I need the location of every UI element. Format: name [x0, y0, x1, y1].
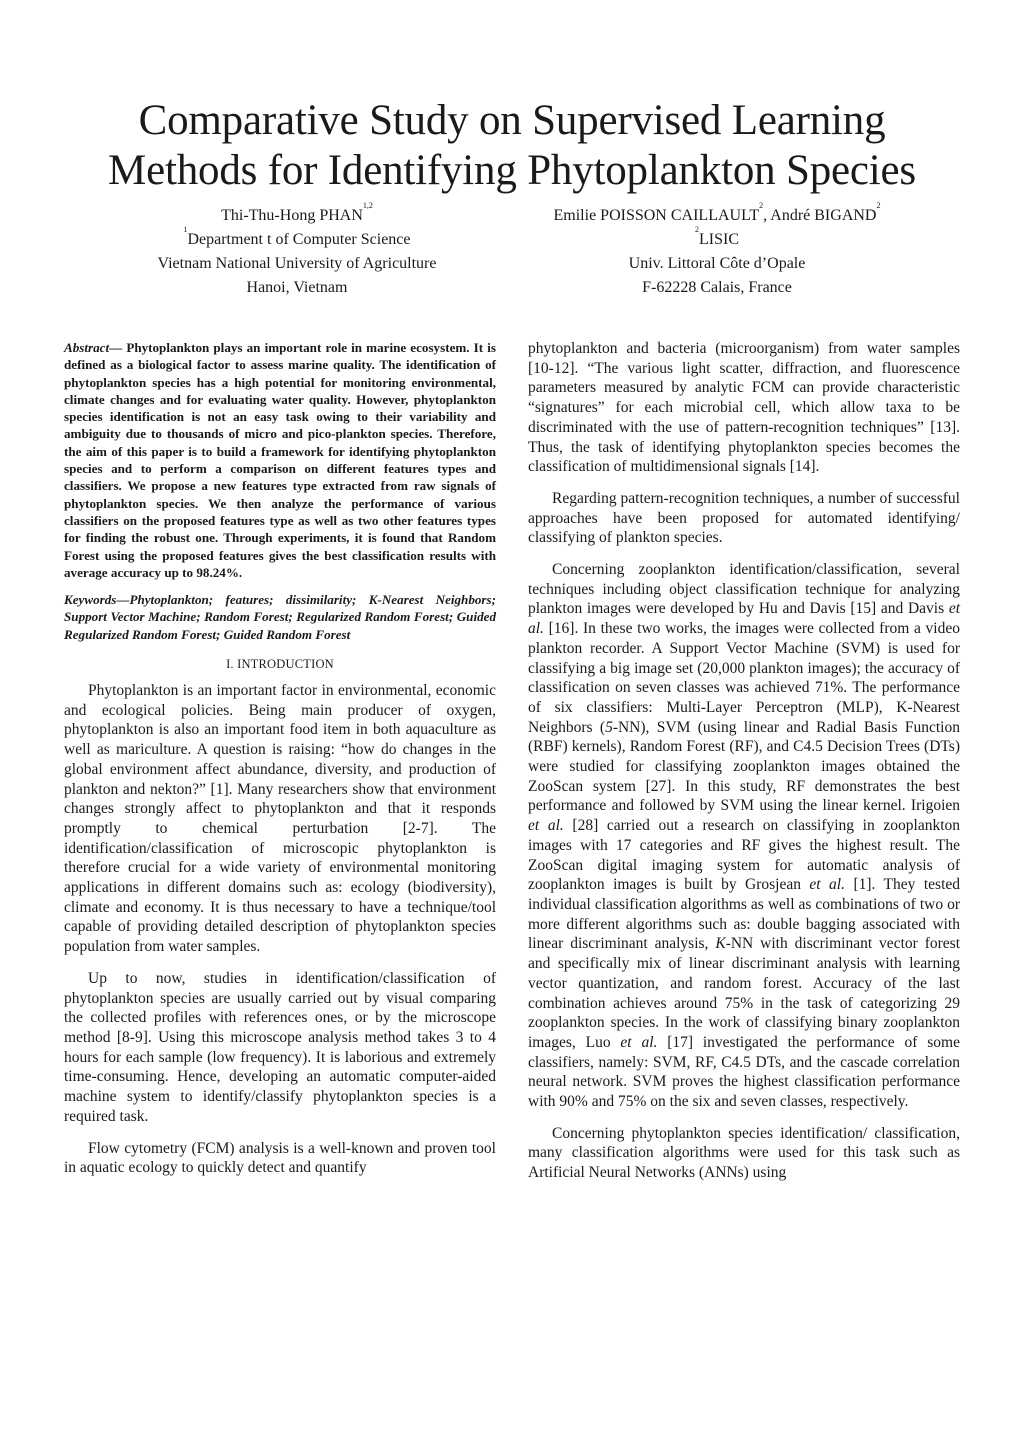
abstract-label: Abstract: [64, 340, 110, 355]
author-name-left: Thi-Thu-Hong PHAN$^{1,2}$: [221, 201, 373, 224]
author-block-left: [82, 201, 512, 300]
right-paragraph-2: Regarding pattern-recognition techniques, a number of successful approaches have been proposed for automated identifying/ classifying of plankton species.: [528, 489, 960, 547]
keywords-label: Keywords: [64, 592, 117, 608]
intro-paragraph-1: Phytoplankton is an important factor in environmental, economic and ecological policies. Being main producer of oxygen, phytoplankton is also an important food item in both aquaculture as well as mariculture. A question is raising: “how do changes in the global environment affect abundance, diversity, and production of plankton and nekton?” [1]. Many researchers show that environment changes strongly affect to phytoplankton and that it responds promptly to chemical perturbation [2-7]. The identification/classification of microscopic phytoplankton is therefore crucial for a wide variety of environmental monitoring applications in different domains such as: ecology (biodiversity), climate and economy. It is thus necessary to have a technique/tool capable of providing detailed description of phytoplankton species population from water samples.: [64, 682, 496, 956]
title-line-2: Methods for Identifying Phytoplankton Species: [108, 147, 916, 194]
right-paragraph-4: Concerning phytoplankton species identification/ classification, many classification algorithms were used for this task such as Artificial Neural Networks (ANNs) using: [528, 1124, 960, 1182]
author-dept-left: $^1$Department t of Computer Science: [183, 225, 411, 248]
intro-paragraph-3: Flow cytometry (FCM) analysis is a well-known and proven tool in aquatic ecology to quickly detect and quantify: [64, 1139, 496, 1177]
author-affiliation-left: Vietnam National University of Agriculture: [157, 255, 437, 272]
title-line-1: Comparative Study on Supervised Learning: [138, 97, 886, 144]
intro-paragraph-2: Up to now, studies in identification/classification of phytoplankton species are usually carried out by visual comparing the collected profiles with references ones, or by the microscope method [8-9]. Using this microscope analysis method takes 3 to 4 hours for each sample (low frequency). It is laborious and extremely time-consuming. Hence, developing an automatic computer-aided machine system to identify/classify phytoplankton species is a required task.: [64, 969, 496, 1125]
left-column: [64, 339, 496, 1190]
author-names-right: Emilie POISSON CAILLAULT$^2$, André BIGAND$^2$: [553, 201, 881, 224]
paper-title: [40, 96, 984, 196]
abstract: [64, 339, 496, 581]
keywords-text: —Phytoplankton; features; dissimilarity; K-Nearest Neighbors; Support Vector Machine; Random Forest; Regularized Random Forest; Guided Regularized Random Forest; Guided Random Forest: [64, 592, 496, 642]
author-block-right: [502, 201, 932, 300]
keywords: [64, 591, 496, 643]
right-paragraph-1: phytoplankton and bacteria (microorganism) from water samples [10-12]. “The various light scatter, diffraction, and fluorescence parameters measured by analytic FCM can provide characteristic “signatures” for each microbial cell, which allow taxa to be discriminated with the use of pattern-recognition techniques” [13]. Thus, the task of identifying phytoplankton species becomes the classification of multidimensional signals [14].: [528, 340, 960, 476]
abstract-text: — Phytoplankton plays an important role in marine ecosystem. It is defined as a biological factor to assess marine quality. The identification of phytoplankton species has a high potential for monitoring environmental, climate changes and for evaluating water quality. However, phytoplankton species identification is not an easy task owing to their variability and ambiguity due to thousands of micro and pico-plankton species. Therefore, the aim of this paper is to build a framework for identifying phytoplankton species and to perform a comparison on different features types and classifiers. We propose a new features type extracted from raw signals of phytoplankton species. We then analyze the performance of various classifiers on the proposed features type as well as two other features types for finding the robust one. Through experiments, it is found that Random Forest using the proposed features gives the best classification results with average accuracy up to 98.24%.: [64, 340, 496, 580]
right-column: [528, 339, 960, 1195]
right-paragraph-3: Concerning zooplankton identification/classification, several techniques including object classification technique for analyzing plankton images were developed by Hu and Davis [15] and Davis et al. [16]. In these two works, the images were collected from a video plankton recorder. A Support Vector Machine (SVM) is used for classifying a big image set (20,000 plankton images); the accuracy of classification on seven classes was achieved 71%. The performance of six classifiers: Multi-Layer Perceptron (MLP), K-Nearest Neighbors (5-NN), SVM (using linear and Radial Basis Function (RBF) kernels), Random Forest (RF), and C4.5 Decision Trees (DTs) were studied for classifying zooplankton images obtained the ZooScan system [27]. In this study, RF demonstrates the best performance and followed by SVM using the linear kernel. Irigoien et al. [28] carried out a research on classifying in zooplankton images with 17 categories and RF gives the highest result. The ZooScan digital imaging system for automatic analysis of zooplankton images is built by Grosjean et al. [1]. They tested individual classification algorithms as well as combinations of two or more different algorithms such as: double bagging associated with linear discriminant analysis, K-NN with discriminant vector forest and specifically mix of linear discriminant analysis with learning vector quantization, and random forest. Accuracy of the last combination achieves around 75% in the task of categorizing 29 zooplankton species. In the work of classifying binary zooplankton images, Luo et al. [17] investigated the performance of some classifiers, namely: SVM, RF, C4.5 DTs, and the cascade correlation neural network. SVM proves the highest classification performance with 90% and 75% on the six and seven classes, respectively.: [528, 561, 961, 1111]
section-heading-introduction: I. INTRODUCTION: [226, 657, 334, 672]
author-location-right: F-62228 Calais, France: [642, 279, 792, 296]
author-location-left: Hanoi, Vietnam: [246, 279, 348, 296]
author-lab-right: $^2$LISIC: [695, 225, 739, 248]
author-affiliation-right: Univ. Littoral Côte d’Opale: [628, 255, 806, 272]
